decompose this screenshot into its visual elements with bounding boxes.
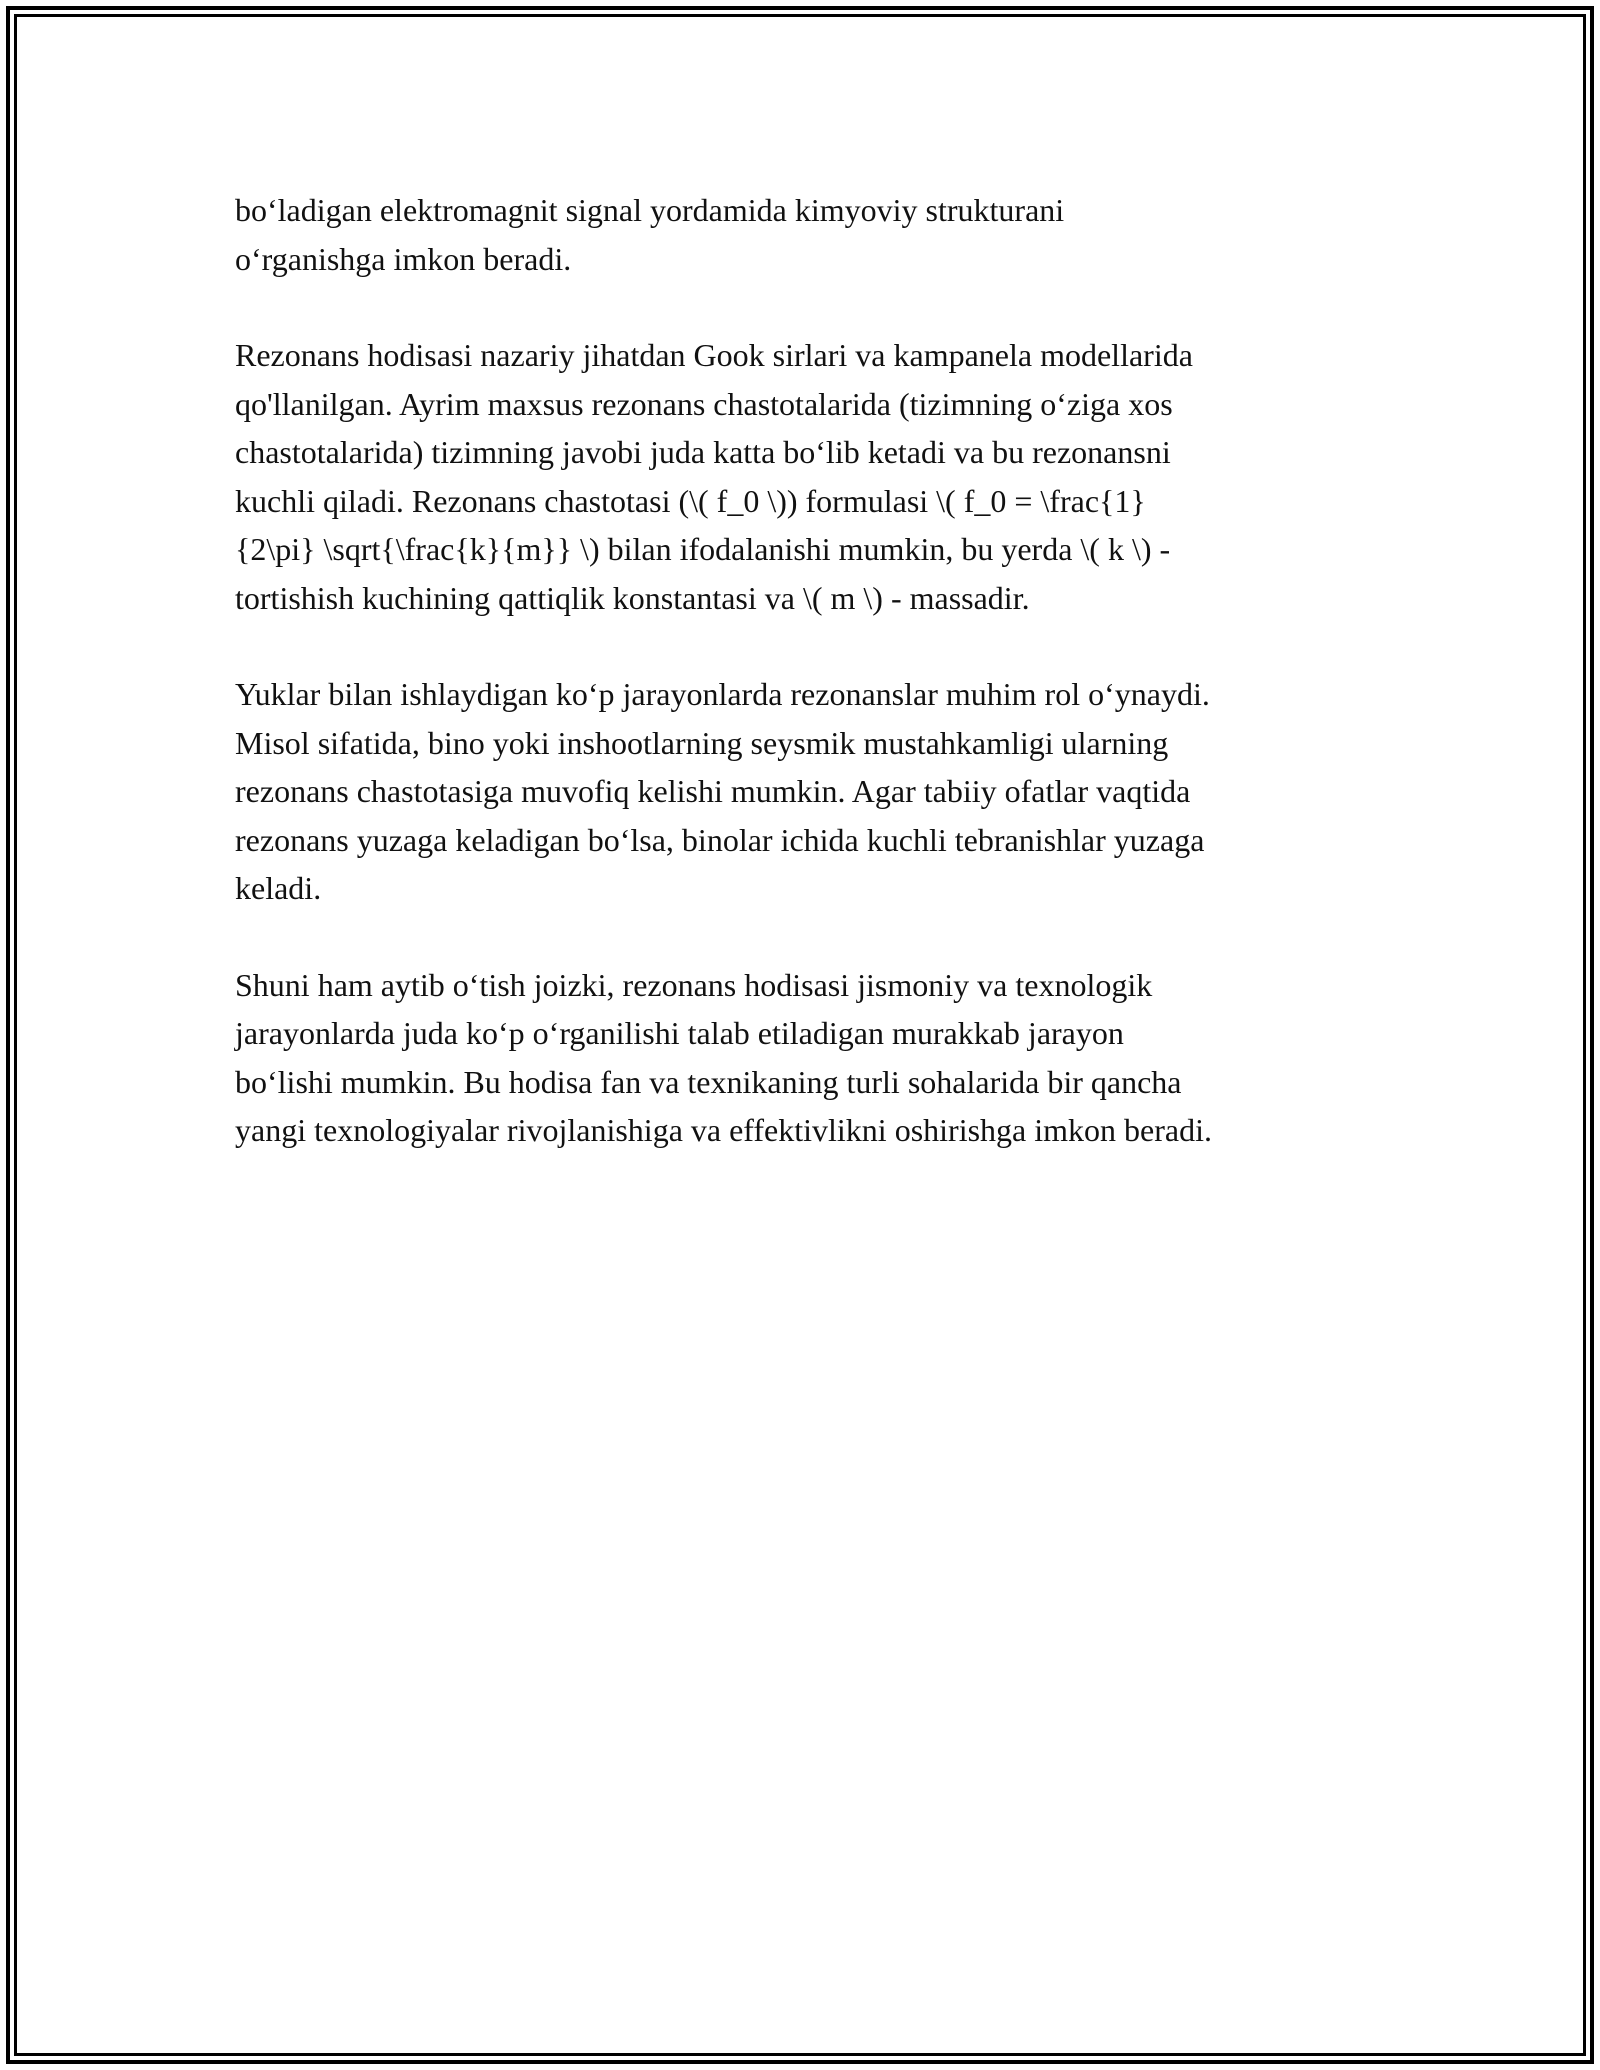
paragraph-1	[235, 186, 1375, 283]
paragraph-line: Shuni ham aytib o‘tish joizki, rezonans hodisasi jismoniy va texnologik	[235, 966, 1153, 1003]
paragraph-line: bo‘lishi mumkin. Bu hodisa fan va texnikaning turli sohalarida bir qancha	[235, 1063, 1182, 1100]
paragraph-line: Yuklar bilan ishlaydigan ko‘p jarayonlarda rezonanslar muhim rol o‘ynaydi.	[235, 676, 1210, 712]
paragraph-line: {2\pi} \sqrt{\frac{k}{m}} \) bilan ifodalanishi mumkin, bu yerda \( k \) -	[235, 531, 1171, 567]
paragraph-2	[235, 331, 1375, 622]
paragraph-line: qo'llanilgan. Ayrim maxsus rezonans chastotalarida (tizimning o‘ziga xos	[235, 385, 1173, 422]
paragraph-line: chastotalarida) tizimning javobi juda katta bo‘lib ketadi va bu rezonansni	[235, 434, 1171, 470]
paragraph-line: o‘rganishga imkon beradi.	[235, 240, 572, 277]
paragraph-line: jarayonlarda juda ko‘p o‘rganilishi talab etiladigan murakkab jarayon	[235, 1015, 1124, 1051]
document-body	[235, 186, 1375, 1203]
paragraph-line: kuchli qiladi. Rezonans chastotasi (\( f_0 \)) formulasi \( f_0 = \frac{1}	[235, 482, 1146, 519]
paragraph-line: rezonans yuzaga keladigan bo‘lsa, binolar ichida kuchli tebranishlar yuzaga	[235, 821, 1205, 858]
paragraph-line: yangi texnologiyalar rivojlanishiga va effektivlikni oshirishga imkon beradi.	[235, 1112, 1212, 1148]
paragraph-line: rezonans chastotasiga muvofiq kelishi mumkin. Agar tabiiy ofatlar vaqtida	[235, 773, 1191, 809]
paragraph-line: Misol sifatida, bino yoki inshootlarning seysmik mustahkamligi ularning	[235, 724, 1169, 761]
paragraph-line: bo‘ladigan elektromagnit signal yordamida kimyoviy strukturani	[235, 192, 1065, 228]
paragraph-line: keladi.	[235, 870, 322, 906]
paragraph-3	[235, 670, 1375, 913]
paragraph-line: tortishish kuchining qattiqlik konstantasi va \( m \) - massadir.	[235, 579, 1030, 616]
paragraph-4	[235, 961, 1375, 1155]
paragraph-line: Rezonans hodisasi nazariy jihatdan Gook sirlari va kampanela modellarida	[235, 337, 1193, 373]
